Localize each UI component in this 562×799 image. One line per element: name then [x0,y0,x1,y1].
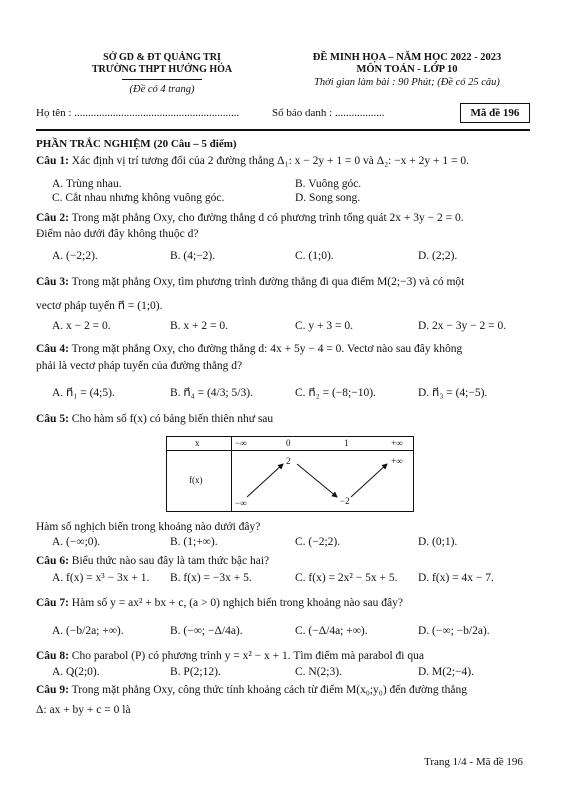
question-text: Trong mặt phẳng Oxy, cho đường thẳng d có phương trình tổng quát 2x + 3y − 2 = 0. [71,212,464,224]
question-label: Câu 1: [36,155,69,167]
q6-option-b[interactable]: B. f(x) = −3x + 5. [170,572,252,584]
page-footer: Trang 1/4 - Mã đề 196 [424,756,523,768]
q4-option-d[interactable]: D. n⃗₃ = (4;−5). [418,387,488,399]
table-x-label: x [195,438,200,448]
question-text: Trong mặt phẳng Oxy, cho đường thẳng d: 4x + 5y − 4 = 0. Vectơ nào sau đây không [71,343,463,355]
school-name: TRƯỜNG THPT HƯỚNG HÓA [91,64,233,75]
question-9 [36,684,467,696]
candidate-number-field: Số báo danh : .................. [272,107,385,119]
question-text: Cho hàm số f(x) có bảng biến thiên như sau [71,413,274,425]
question-label: Câu 6: [36,555,69,567]
q8-option-c[interactable]: C. N(2;3). [295,666,342,678]
q5-option-b[interactable]: B. (1;+∞). [170,536,218,548]
question-label: Câu 2: [36,212,69,224]
q7-option-d[interactable]: D. (−∞; −b/2a). [418,625,490,637]
q1-option-b[interactable]: B. Vuông góc. [295,178,362,190]
table-f-value: +∞ [391,456,403,466]
candidate-name-field: Họ tên : ............................................................ [36,107,240,119]
question-label: Câu 9: [36,684,69,696]
question-label: Câu 3: [36,276,69,288]
arrow-down-icon [297,464,337,497]
q3-option-c[interactable]: C. y + 3 = 0. [295,320,354,332]
arrow-up-icon [351,464,387,497]
page-count-note: (Đề có 4 trang) [129,84,195,95]
question-text: Trong mặt phẳng Oxy, tìm phương trình đường thẳng đi qua điểm M(2;−3) và có một [71,276,465,288]
q1-option-d[interactable]: D. Song song. [295,192,361,204]
q2-option-d[interactable]: D. (2;2). [418,250,458,262]
q4-option-a[interactable]: A. n⃗₁ = (4;5). [52,387,115,399]
q2-option-b[interactable]: B. (4;−2). [170,250,216,262]
question-label: Câu 7: [36,597,69,609]
exam-header [282,52,532,89]
table-f-value: 2 [286,456,291,466]
section-title: PHẦN TRẮC NGHIỆM (20 Câu – 5 điểm) [36,138,237,150]
question-text: Hàm số y = ax² + bx + c, (a > 0) nghịch biến trong khoảng nào sau đây? [71,597,403,609]
q8-option-a[interactable]: A. Q(2;0). [52,666,100,678]
q3-option-d[interactable]: D. 2x − 3y − 2 = 0. [418,320,507,332]
question-3-line2: vectơ pháp tuyến n⃗ = (1;0). [36,300,163,312]
exam-title: ĐỀ MINH HỌA – NĂM HỌC 2022 - 2023 [312,52,502,63]
q3-option-a[interactable]: A. x − 2 = 0. [52,320,111,332]
q1-option-a[interactable]: A. Trùng nhau. [52,178,122,190]
question-1 [36,155,469,167]
table-f-value: −2 [340,496,350,506]
question-4-line2: phải là vectơ pháp tuyến của đường thẳng d? [36,360,243,372]
department-name: SỞ GD & ĐT QUẢNG TRỊ [103,52,221,63]
question-text: Biểu thức nào sau đây là tam thức bậc hai? [71,555,270,567]
subject-title: MÔN TOÁN - LỚP 10 [356,64,458,75]
q5-option-d[interactable]: D. (0;1). [418,536,458,548]
q6-option-a[interactable]: A. f(x) = x³ − 3x + 1. [52,572,150,584]
q8-option-d[interactable]: D. M(2;−4). [418,666,474,678]
table-x-value: 1 [344,438,349,448]
arrow-up-icon [247,464,283,497]
q2-option-c[interactable]: C. (1;0). [295,250,334,262]
question-2 [36,212,464,224]
header-divider [36,129,530,131]
question-5 [36,413,273,425]
q1-option-c[interactable]: C. Cắt nhau nhưng không vuông góc. [52,192,225,204]
question-label: Câu 5: [36,413,69,425]
question-3 [36,276,464,288]
question-9-line2: Δ: ax + by + c = 0 là [36,704,131,716]
table-f-value: −∞ [235,498,247,508]
question-8 [36,650,424,662]
q7-option-a[interactable]: A. (−b/2a; +∞). [52,625,124,637]
question-6 [36,555,269,567]
q2-option-a[interactable]: A. (−2;2). [52,250,98,262]
exam-time: Thời gian làm bài : 90 Phút; (Đề có 25 câu) [314,77,500,88]
question-4 [36,343,462,355]
variation-arrows [167,437,415,513]
table-x-value: 0 [286,438,291,448]
q4-option-c[interactable]: C. n⃗₂ = (−8;−10). [295,387,376,399]
q7-option-b[interactable]: B. (−∞; −Δ/4a). [170,625,243,637]
question-label: Câu 8: [36,650,69,662]
header-underline [122,79,202,80]
question-7 [36,597,403,609]
variation-table [166,436,414,512]
table-x-value: −∞ [235,438,247,448]
q5-option-c[interactable]: C. (−2;2). [295,536,341,548]
question-label: Câu 4: [36,343,69,355]
school-header [62,52,262,95]
q4-option-b[interactable]: B. n⃗₄ = (4/3; 5/3). [170,387,253,399]
question-2-line2: Điểm nào dưới đây không thuộc d? [36,228,199,240]
q8-option-b[interactable]: B. P(2;12). [170,666,221,678]
q6-option-c[interactable]: C. f(x) = 2x² − 5x + 5. [295,572,398,584]
question-text: Cho parabol (P) có phương trình y = x² − x + 1. Tìm điểm mà parabol đi qua [71,650,424,662]
q3-option-b[interactable]: B. x + 2 = 0. [170,320,229,332]
question-text: Trong mặt phẳng Oxy, công thức tính khoảng cách từ điểm M(x₀;y₀) đến đường thẳng [71,684,467,696]
q6-option-d[interactable]: D. f(x) = 4x − 7. [418,572,494,584]
question-text: Xác định vị trí tương đối của 2 đường thẳng Δ₁: x − 2y + 1 = 0 và Δ₂: −x + 2y + 1 = 0. [71,155,470,167]
table-x-value: +∞ [391,438,403,448]
q7-option-c[interactable]: C. (−Δ/4a; +∞). [295,625,368,637]
q5-option-a[interactable]: A. (−∞;0). [52,536,101,548]
table-fx-label: f(x) [189,475,203,485]
exam-code-box: Mã đề 196 [460,103,530,123]
question-5-line2: Hàm số nghịch biến trong khoảng nào dưới đây? [36,521,261,533]
